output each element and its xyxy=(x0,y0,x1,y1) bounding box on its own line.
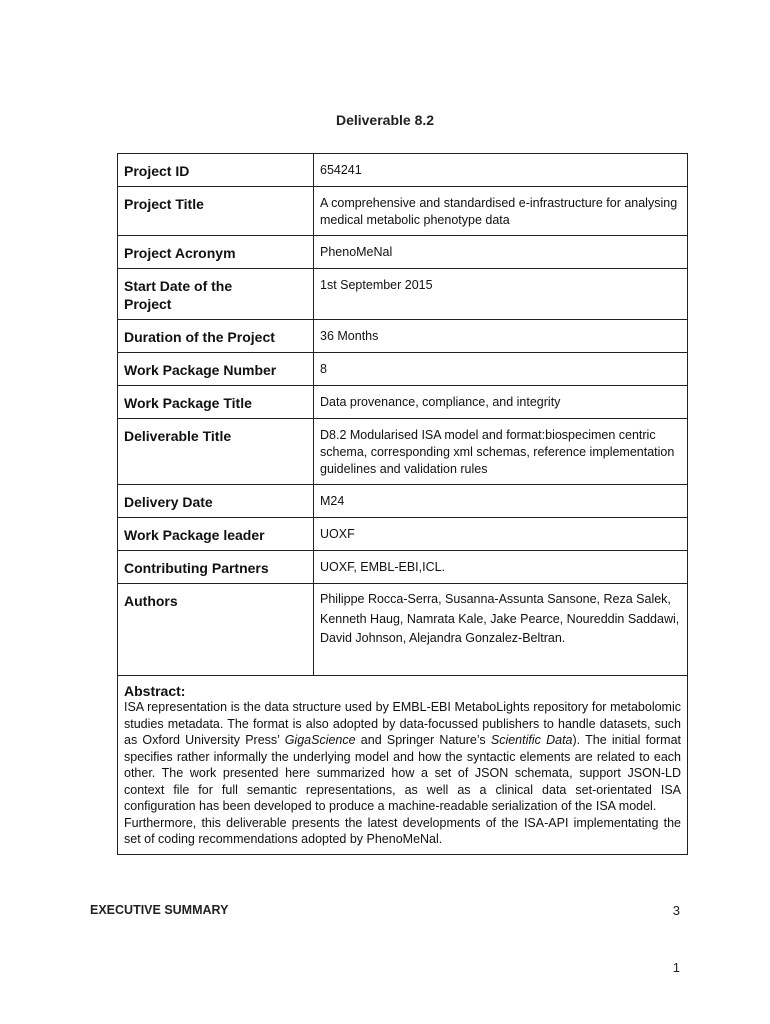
row-label: Project ID xyxy=(118,154,314,187)
row-label: Project Acronym xyxy=(118,236,314,269)
abstract-text: and Springer Nature’s xyxy=(355,733,491,747)
row-label: Project Title xyxy=(118,187,314,236)
table-row xyxy=(118,518,688,551)
row-value: D8.2 Modularised ISA model and format:biospecimen centric schema, corresponding xml schemas, reference implementation guidelines and validation rules xyxy=(314,419,688,485)
row-value: A comprehensive and standardised e-infrastructure for analysing medical metabolic phenotype data xyxy=(314,187,688,236)
table-row xyxy=(118,353,688,386)
row-value: 36 Months xyxy=(314,320,688,353)
project-info-table xyxy=(117,153,688,855)
table-row xyxy=(118,320,688,353)
table-row xyxy=(118,187,688,236)
row-label: Deliverable Title xyxy=(118,419,314,485)
row-label: Work Package Number xyxy=(118,353,314,386)
row-value: 1st September 2015 xyxy=(314,269,688,320)
page-number: 1 xyxy=(672,960,680,975)
row-label: Start Date of the Project xyxy=(118,269,314,320)
row-label: Delivery Date xyxy=(118,485,314,518)
row-label: Duration of the Project xyxy=(118,320,314,353)
row-label: Work Package Title xyxy=(118,386,314,419)
row-label: Authors xyxy=(118,584,314,676)
document-title: Deliverable 8.2 xyxy=(335,112,435,128)
row-value: 654241 xyxy=(314,154,688,187)
abstract-heading: Abstract: xyxy=(124,683,186,699)
footer-section-page: 3 xyxy=(672,903,680,918)
table-row xyxy=(118,269,688,320)
footer-section-title: EXECUTIVE SUMMARY xyxy=(90,903,229,917)
row-value: UOXF xyxy=(314,518,688,551)
row-value: 8 xyxy=(314,353,688,386)
row-label: Work Package leader xyxy=(118,518,314,551)
table-row xyxy=(118,419,688,485)
row-value: Philippe Rocca-Serra, Susanna-Assunta Sansone, Reza Salek, Kenneth Haug, Namrata Kale, Jake Pearce, Noureddin Saddawi, David Johnson, Alejandra Gonzalez-Beltran. xyxy=(314,584,688,676)
table-row xyxy=(118,236,688,269)
table-row xyxy=(118,154,688,187)
row-label: Contributing Partners xyxy=(118,551,314,584)
row-value: Data provenance, compliance, and integrity xyxy=(314,386,688,419)
abstract-journal: Scientific Data xyxy=(490,733,573,747)
table-row xyxy=(118,485,688,518)
abstract-journal: GigaScience xyxy=(284,733,356,747)
row-value: UOXF, EMBL-EBI,ICL. xyxy=(314,551,688,584)
row-value: M24 xyxy=(314,485,688,518)
table-row xyxy=(118,551,688,584)
abstract-cell xyxy=(118,676,688,855)
abstract-text: ). The initial format specifies rather informally the underlying model and how the syntactic elements are related to each other. The work presented here summarized how a set of JSON schemata, support JSON-LD context file for full semantic representations, as well as a clinical data set-orientated ISA configuration has been developed to produce a machine-readable serialization of the ISA model. xyxy=(124,733,681,813)
row-value: PhenoMeNal xyxy=(314,236,688,269)
table-row xyxy=(118,386,688,419)
abstract-text: Furthermore, this deliverable presents the latest developments of the ISA-API implementating the set of coding recommendations adopted by PhenoMeNal. xyxy=(124,815,681,846)
table-row xyxy=(118,584,688,676)
abstract-row xyxy=(118,676,688,855)
abstract-text: ISA representation is the data structure used by EMBL-EBI MetaboLights repository for metabolomic studies metadata. The format is also adopted by data-focussed publishers to handle datasets, such as Oxford University Press’ xyxy=(124,700,681,747)
